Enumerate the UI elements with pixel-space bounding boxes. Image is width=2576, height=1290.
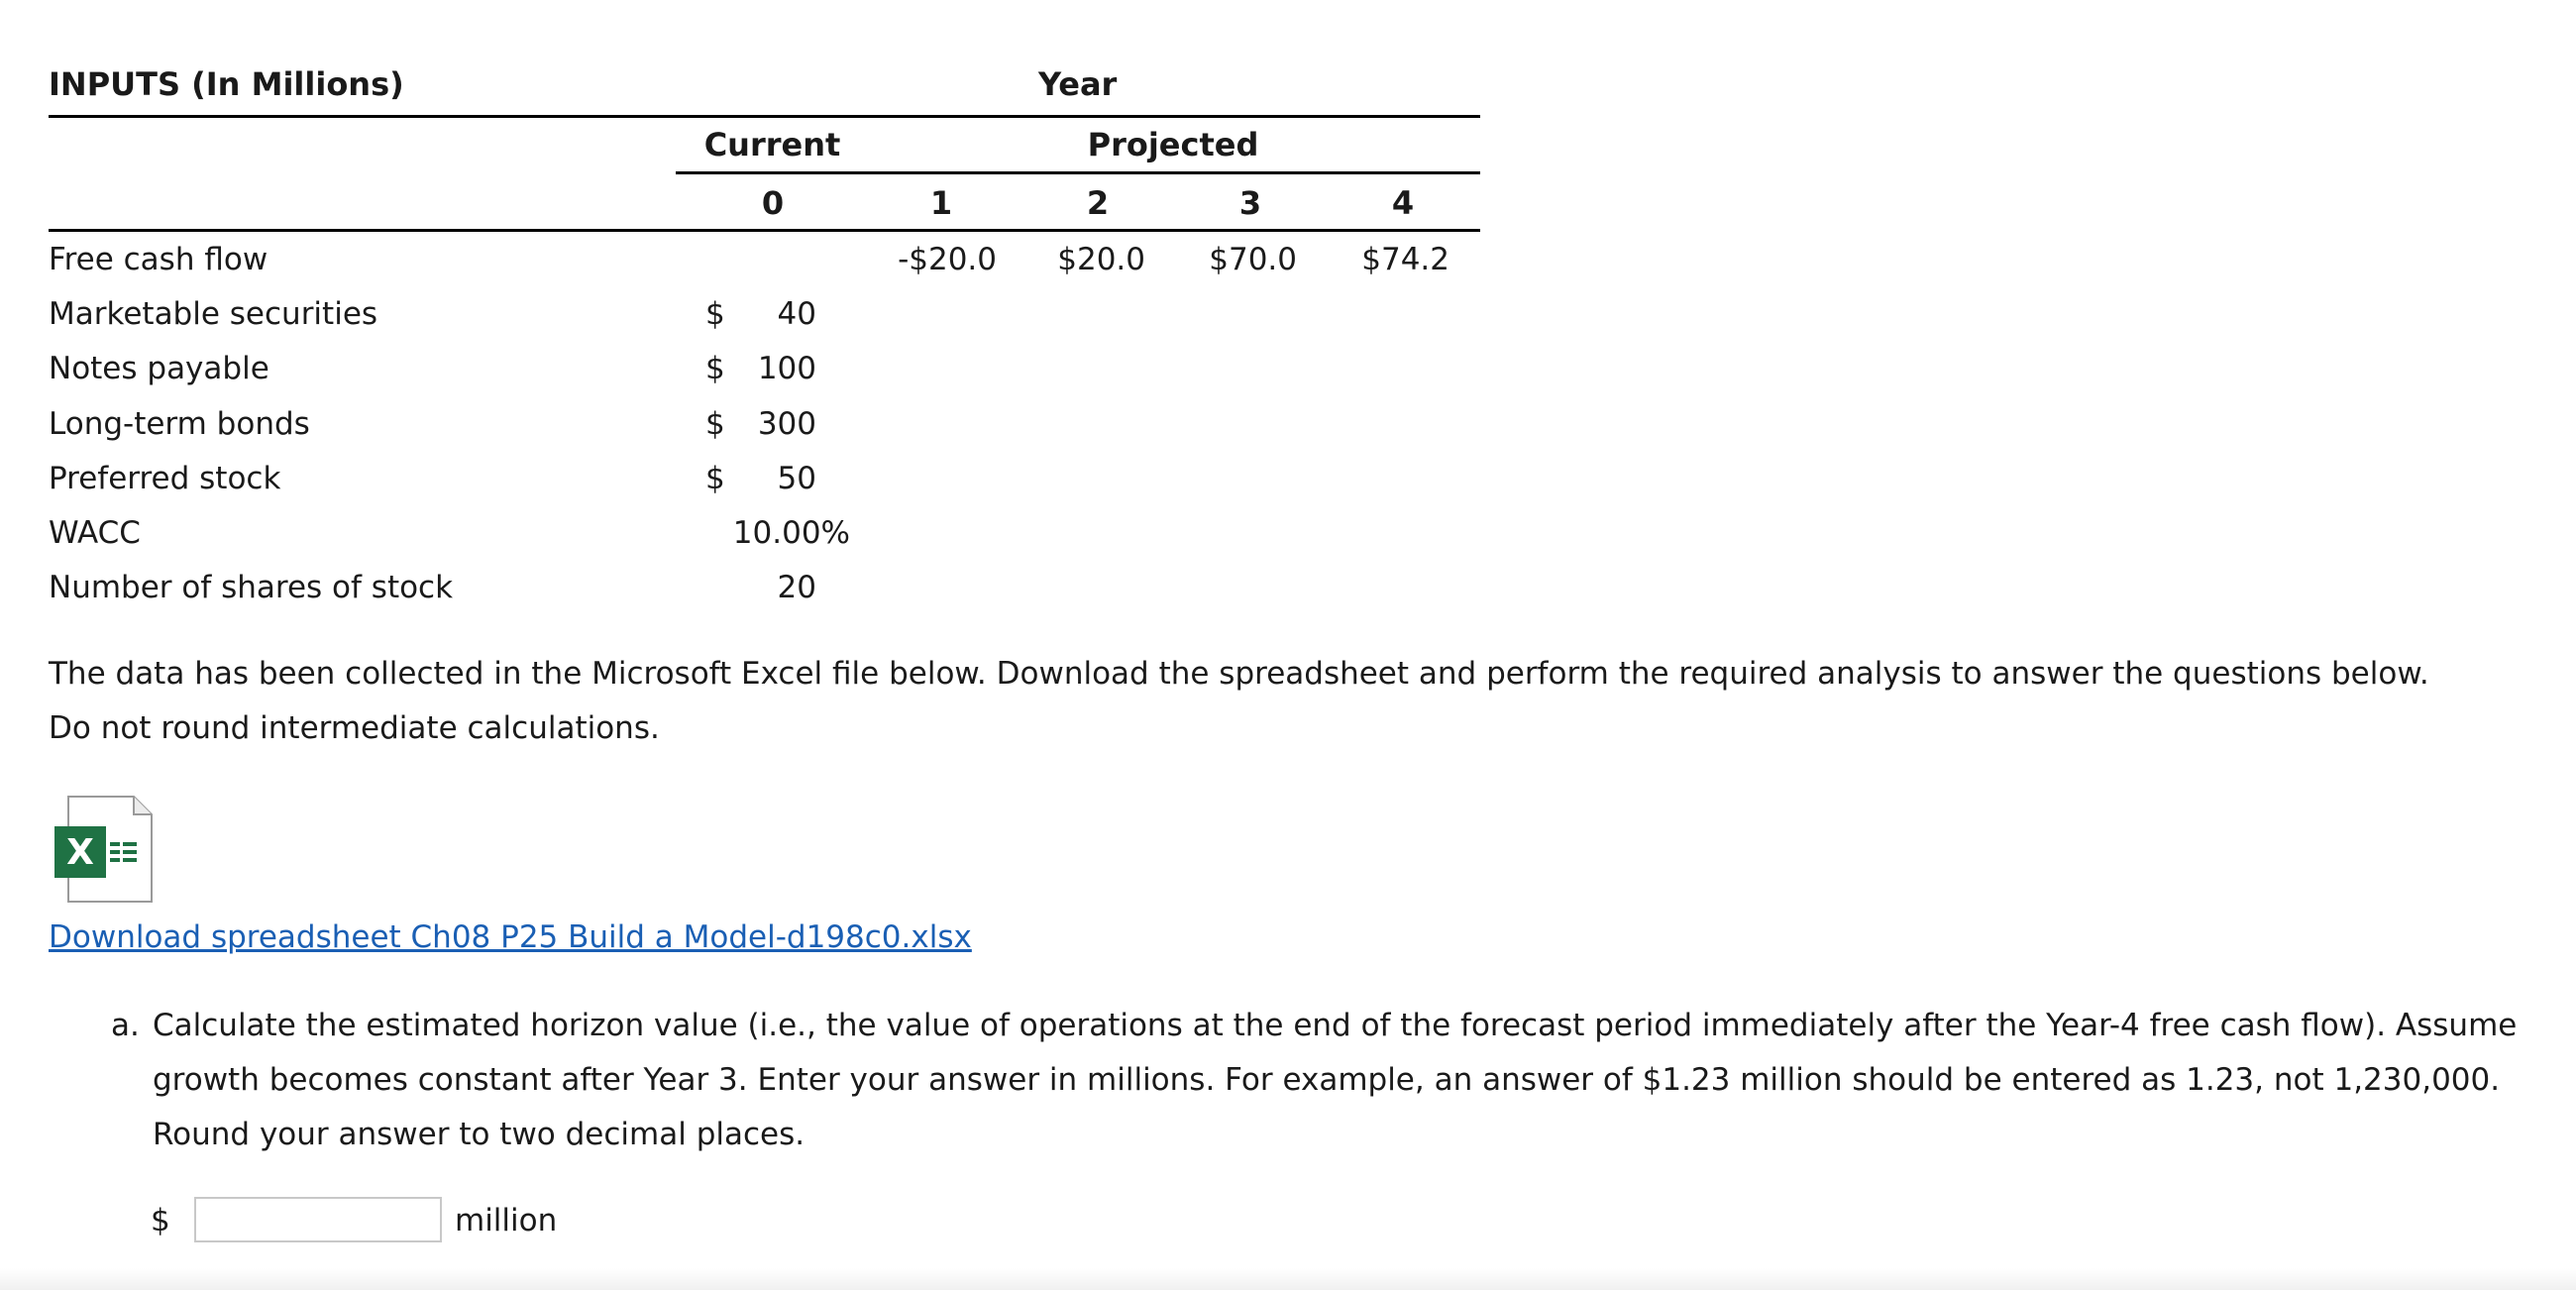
row-dollar-marketable-securities: $	[705, 296, 725, 332]
row-value-marketable-securities: 40	[777, 296, 816, 332]
row-dollar-notes-payable: $	[705, 351, 725, 386]
rule-top	[49, 115, 1480, 118]
svg-text:X: X	[66, 832, 94, 873]
intro-line-1: The data has been collected in the Microsoft Excel file below. Download the spreadsheet and perform the required analysis to answer the questions below.	[49, 656, 2429, 692]
horizon-value-input[interactable]	[194, 1197, 442, 1242]
excel-file-icon[interactable]	[54, 795, 154, 904]
fcf-year-1: -$20.0	[898, 242, 997, 277]
fcf-year-4: $74.2	[1361, 242, 1449, 277]
table-title: INPUTS (In Millions)	[49, 65, 404, 103]
col-year-2: 2	[1086, 184, 1110, 222]
download-spreadsheet-link[interactable]: Download spreadsheet Ch08 P25 Build a Model-d198c0.xlsx	[49, 919, 972, 955]
row-value-preferred-stock: 50	[777, 461, 816, 496]
question-a-text: Calculate the estimated horizon value (i.e., the value of operations at the end of the forecast period immediately after the Year-4 free cash flow). Assume growth becomes constant after Year 3. Enter your answer in millions. For example, an answer of $1.23 million should be entered as 1.23, not 1,230,000. Round your answer to two decimal places.	[153, 1008, 2518, 1152]
col-year-3: 3	[1238, 184, 1262, 222]
bottom-fade	[0, 1268, 2576, 1290]
row-label-long-term-bonds: Long-term bonds	[49, 406, 310, 442]
row-value-shares: 20	[777, 570, 816, 605]
row-dollar-preferred-stock: $	[705, 461, 725, 496]
row-label-wacc: WACC	[49, 515, 141, 551]
rule-bottom	[49, 229, 1480, 232]
fcf-label: Free cash flow	[49, 242, 268, 277]
question-a-marker: a.	[111, 1008, 140, 1043]
row-label-shares: Number of shares of stock	[49, 570, 454, 605]
row-value-notes-payable: 100	[757, 351, 816, 386]
row-dollar-long-term-bonds: $	[705, 406, 725, 442]
fcf-year-2: $20.0	[1057, 242, 1145, 277]
row-label-preferred-stock: Preferred stock	[49, 461, 281, 496]
row-label-notes-payable: Notes payable	[49, 351, 269, 386]
row-label-marketable-securities: Marketable securities	[49, 296, 378, 332]
intro-line-2: Do not round intermediate calculations.	[49, 710, 660, 746]
current-header: Current	[703, 126, 841, 163]
col-year-4: 4	[1391, 184, 1415, 222]
fcf-year-3: $70.0	[1209, 242, 1297, 277]
answer-currency-symbol: $	[151, 1203, 170, 1238]
answer-unit-label: million	[455, 1203, 558, 1238]
row-value-long-term-bonds: 300	[757, 406, 816, 442]
projected-header: Projected	[1087, 126, 1259, 163]
year-header: Year	[1038, 65, 1118, 103]
col-year-0: 0	[761, 184, 785, 222]
row-value-wacc: 10.00%	[732, 515, 850, 551]
rule-mid	[676, 171, 1480, 174]
col-year-1: 1	[929, 184, 953, 222]
